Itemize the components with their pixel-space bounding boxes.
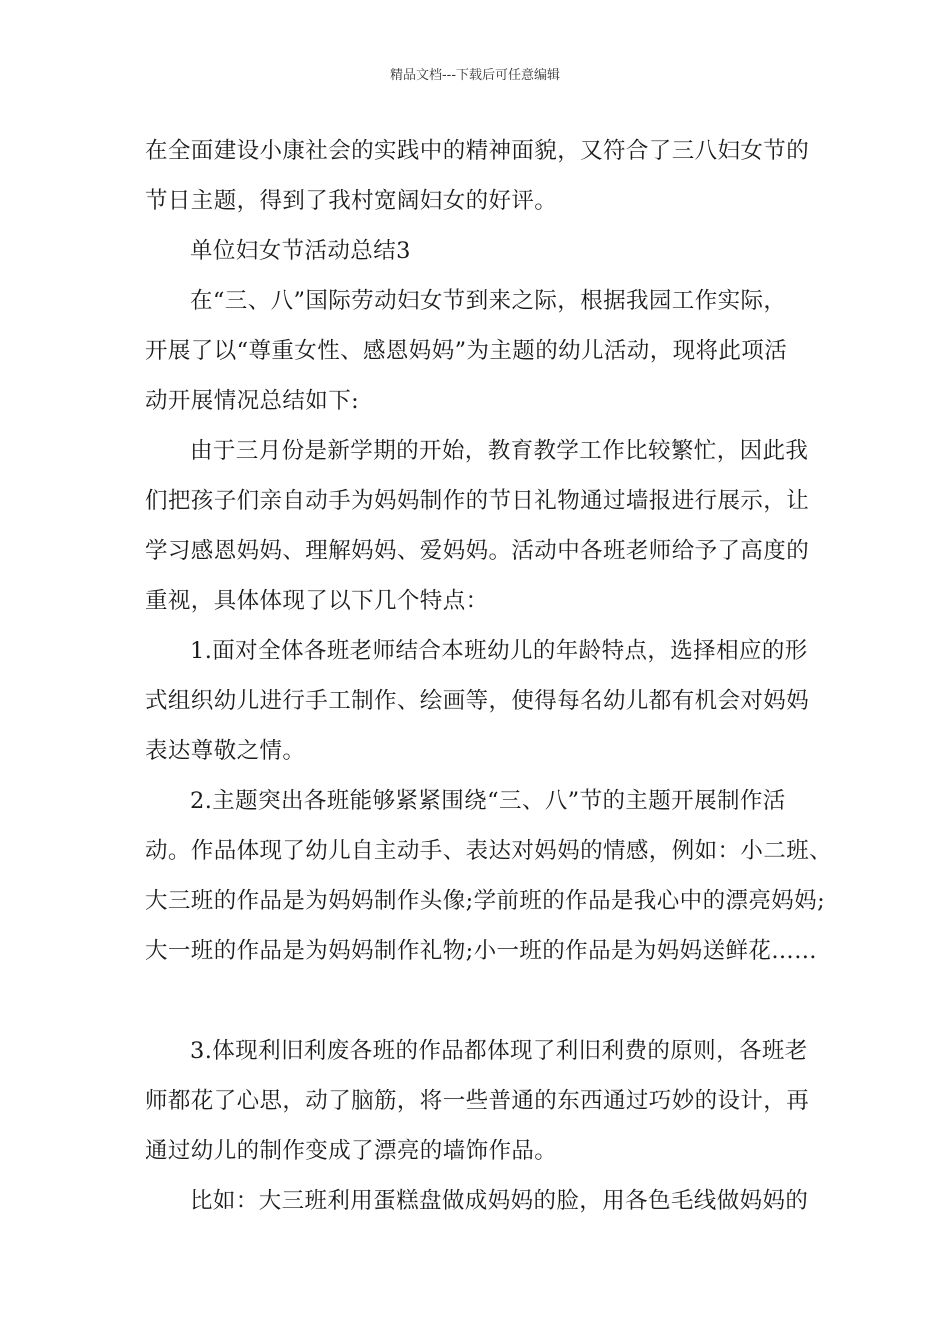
text-line: 在“三、八”国际劳动妇女节到来之际，根据我园工作实际， <box>190 288 787 314</box>
text-line: 比如：大三班利用蛋糕盘做成妈妈的脸，用各色毛线做妈妈的 <box>190 1188 809 1214</box>
text-line: 由于三月份是新学期的开始，教育教学工作比较繁忙，因此我 <box>190 438 809 464</box>
text-line: 1.面对全体各班老师结合本班幼儿的年龄特点，选择相应的形 <box>190 638 808 664</box>
text-line: 2.主题突出各班能够紧紧围绕“三、八”节的主题开展制作活 <box>190 788 786 814</box>
text-line: 动。作品体现了幼儿自主动手、表达对妈妈的情感，例如：小二班、 <box>145 838 833 864</box>
section-heading: 单位妇女节活动总结3 <box>190 238 411 264</box>
text-line: 在全面建设小康社会的实践中的精神面貌，又符合了三八妇女节的 <box>145 138 810 164</box>
text-line: 重视，具体体现了以下几个特点： <box>145 588 489 614</box>
page-header: 精品文档---下载后可任意编辑 <box>389 68 561 83</box>
text-line: 表达尊敬之情。 <box>145 738 306 764</box>
text-line: 们把孩子们亲自动手为妈妈制作的节日礼物通过墙报进行展示，让 <box>145 488 810 514</box>
text-line: 3.体现利旧利废各班的作品都体现了利旧利费的原则，各班老 <box>190 1038 808 1064</box>
text-line: 动开展情况总结如下: <box>145 388 360 414</box>
text-line: 式组织幼儿进行手工制作、绘画等，使得每名幼儿都有机会对妈妈 <box>145 688 810 714</box>
text-line: 学习感恩妈妈、理解妈妈、爱妈妈。活动中各班老师给予了高度的 <box>145 538 810 564</box>
text-line: 通过幼儿的制作变成了漂亮的墙饰作品。 <box>145 1138 558 1164</box>
text-line: 节日主题，得到了我村宽阔妇女的好评。 <box>145 188 558 214</box>
text-line: 大一班的作品是为妈妈制作礼物;小一班的作品是为妈妈送鲜花…… <box>145 938 818 964</box>
text-line: 师都花了心思，动了脑筋，将一些普通的东西通过巧妙的设计，再 <box>145 1088 810 1114</box>
text-line: 大三班的作品是为妈妈制作头像;学前班的作品是我心中的漂亮妈妈; <box>145 888 826 914</box>
text-line: 开展了以“尊重女性、感恩妈妈”为主题的幼儿活动，现将此项活 <box>145 338 788 364</box>
